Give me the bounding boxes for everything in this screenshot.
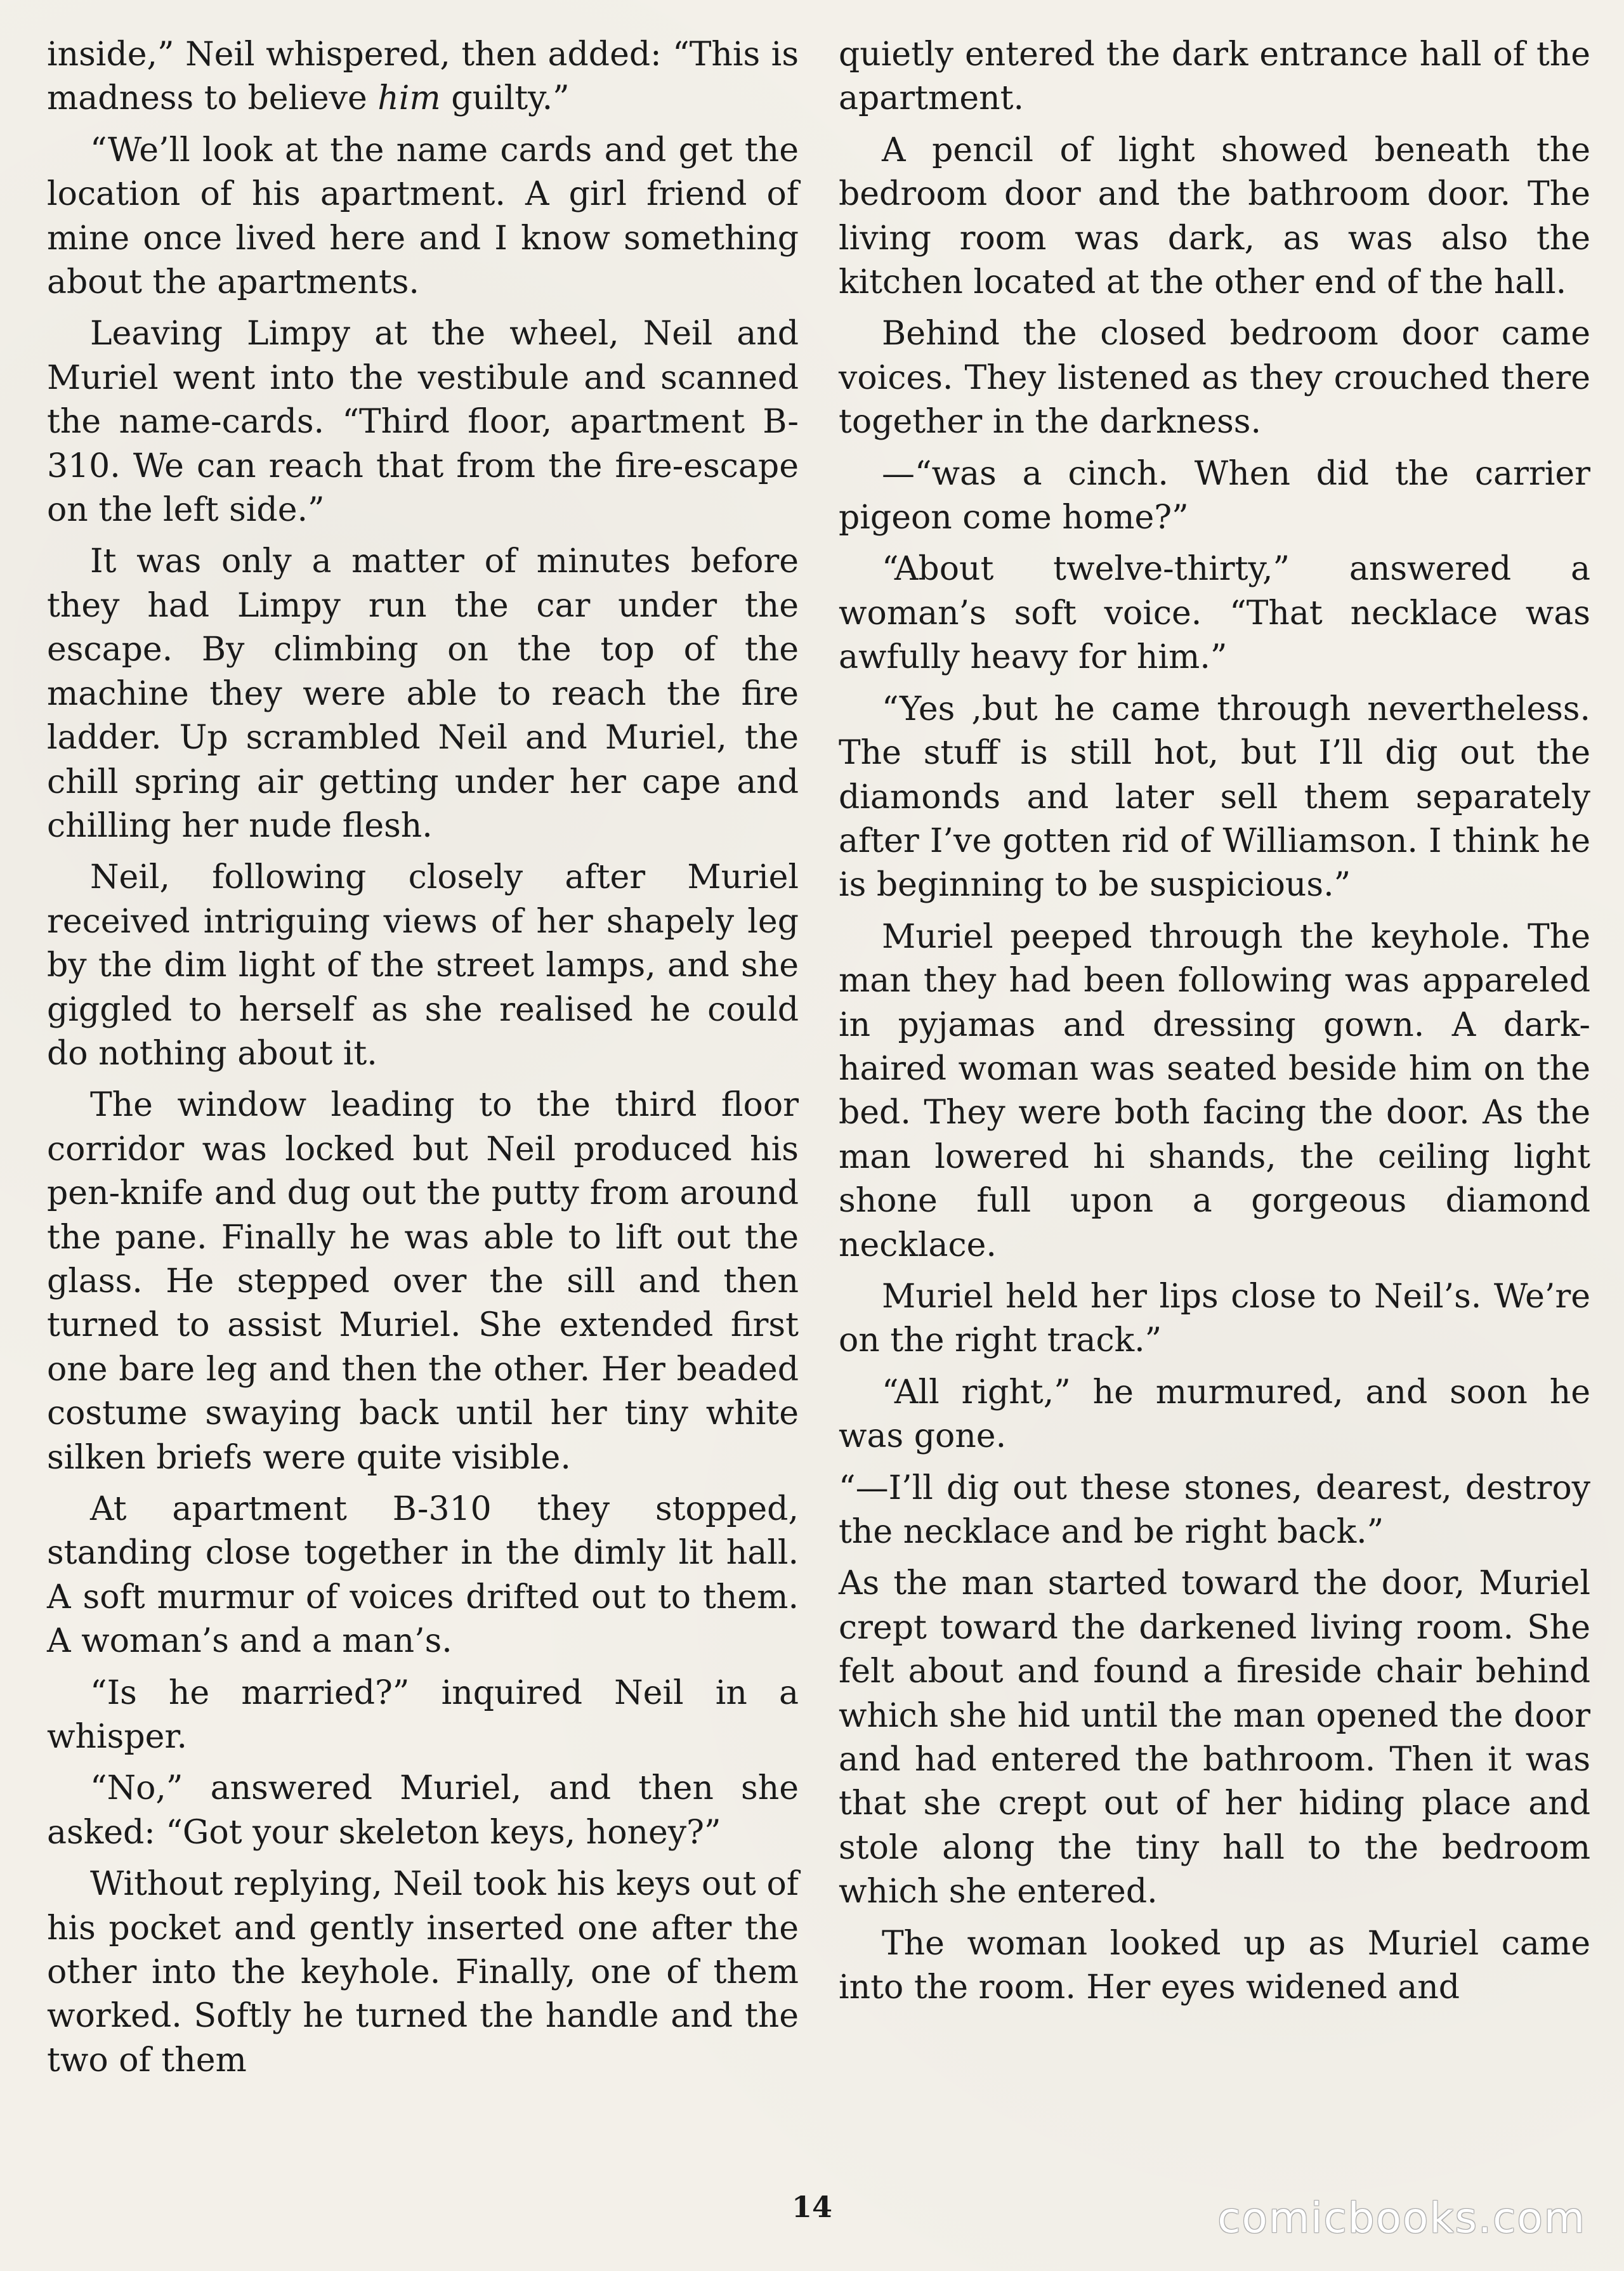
paragraph: The woman looked up as Muriel came into the room. Her eyes widened and bbox=[839, 1924, 1590, 2007]
paragraph: “—I’ll dig out these stones, dearest, destroy the necklace and be right back.” bbox=[839, 1469, 1590, 1551]
paragraph: The window leading to the third floor corridor was locked but Neil produced his pen-knife and dug out the putty from around the pane. Finally he was able to lift out the glass. He stepped over the sill and then turned to assist Muriel. She extended first one bare leg and then the other. Her beaded costume swaying back until her tiny white silken briefs were quite visible. bbox=[47, 1086, 799, 1477]
paragraph: “Is he married?” inquired Neil in a whisper. bbox=[47, 1673, 799, 1757]
page-number: 14 bbox=[791, 2190, 832, 2224]
paragraph: Without replying, Neil took his keys out of his pocket and gently inserted one after the other into the keyhole. Finally, one of them worked. Softly he turned the handle and the two of them bbox=[47, 1865, 799, 2079]
watermark-text: comicbooks.com bbox=[1217, 2194, 1586, 2242]
paragraph: “We’ll look at the name cards and get the location of his apartment. A girl friend of mine once lived here and I know something about the apartments. bbox=[47, 131, 799, 302]
paragraph: Neil, following closely after Muriel received intriguing views of her shapely leg by the dim light of the street lamps, and she giggled to herself as she realised he could do nothing about it. bbox=[47, 858, 799, 1073]
paragraph: Behind the closed bedroom door came voices. They listened as they crouched there together in the darkness. bbox=[839, 315, 1590, 442]
paragraph: Muriel peeped through the keyhole. The man they had been following was appareled in pyjamas and dressing gown. A dark-haired woman was seated beside him on the bed. They were both facing the door. As the man lowered hi shands, the ceiling light shone full upon a gorgeous diamond necklace. bbox=[839, 917, 1590, 1264]
paragraph: “No,” answered Muriel, and then she asked: “Got your skeleton keys, honey?” bbox=[47, 1769, 799, 1852]
paragraph: A pencil of light showed beneath the bedroom door and the bathroom door. The living room was dark, as was also the kitchen located at the other end of the hall. bbox=[839, 131, 1590, 302]
paragraph: Leaving Limpy at the wheel, Neil and Muriel went into the vestibule and scanned the name-cards. “Third floor, apartment B-310. We can reach that from the fire-escape on the left side.” bbox=[47, 315, 799, 530]
emphasis-text: him bbox=[377, 79, 441, 118]
paragraph: inside,” Neil whispered, then added: “This is madness to believe him guilty.” bbox=[47, 36, 799, 118]
paragraph: It was only a matter of minutes before they had Limpy run the car under the escape. By climbing on the top of the machine they were able to reach the fire ladder. Up scrambled Neil and Muriel, the chill spring air getting under her cape and chilling her nude flesh. bbox=[47, 542, 799, 845]
paragraph: “All right,” he murmured, and soon he was gone. bbox=[839, 1373, 1590, 1456]
paragraph: —“was a cinch. When did the carrier pigeon come home?” bbox=[839, 454, 1590, 537]
text-column-right bbox=[839, 33, 1590, 2017]
paragraph: Muriel held her lips close to Neil’s. We’re on the right track.” bbox=[839, 1277, 1590, 1360]
paragraph: quietly entered the dark entrance hall of the apartment. bbox=[839, 36, 1590, 118]
paragraph: As the man started toward the door, Muriel crept toward the darkened living room. She felt about and found a fireside chair behind which she hid until the man opened the door and had entered the bathroom. Then it was that she crept out of her hiding place and stole along the tiny hall to the bedroom which she entered. bbox=[839, 1564, 1590, 1911]
text-column-left bbox=[47, 33, 799, 2090]
paragraph: At apartment B-310 they stopped, standing close together in the dimly lit hall. A soft murmur of voices drifted out to them. A woman’s and a man’s. bbox=[47, 1490, 799, 1661]
paragraph: “About twelve-thirty,” answered a woman’s soft voice. “That necklace was awfully heavy for him.” bbox=[839, 550, 1590, 677]
paragraph: “Yes ,but he came through nevertheless. The stuff is still hot, but I’ll dig out the diamonds and later sell them separately after I’ve gotten rid of Williamson. I think he is beginning to be suspicious.” bbox=[839, 690, 1590, 905]
